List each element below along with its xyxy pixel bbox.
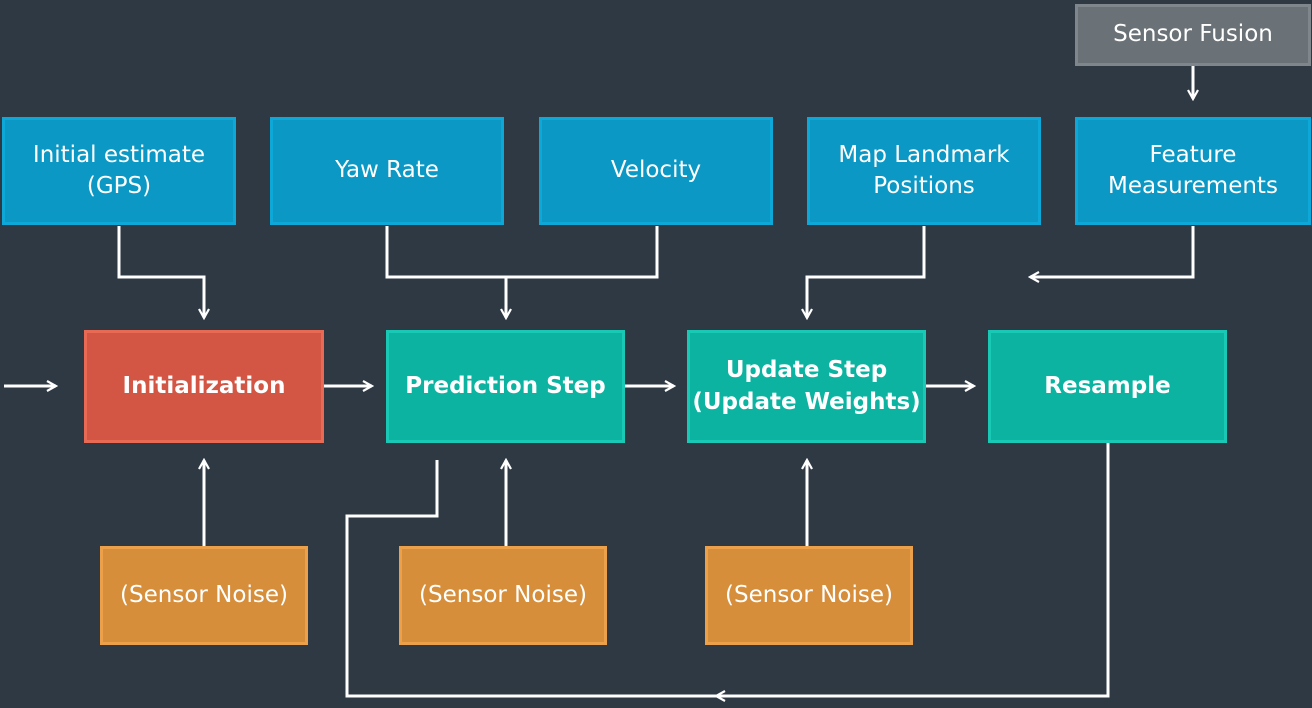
initial-estimate-box (2, 117, 236, 225)
map-landmarks-box (807, 117, 1041, 225)
update-step-box (687, 330, 926, 443)
landmarks-to-update-arrow (807, 226, 924, 318)
init-sensor-noise-box (100, 546, 308, 645)
yaw-rate-box (270, 117, 504, 225)
sensor-fusion-box (1075, 4, 1311, 66)
velocity-box (539, 117, 773, 225)
update-sensor-noise-box (705, 546, 913, 645)
initial-estimate-label: Initial estimate (GPS) (32, 141, 206, 199)
velocity-label: Velocity (610, 157, 702, 184)
feature-measurements-label: Feature Measurements (1108, 141, 1278, 199)
sensor-fusion-label: Sensor Fusion (1113, 21, 1273, 48)
yaw-rate-label: Yaw Rate (335, 157, 439, 184)
update-step-label: Update Step (Update Weights) (692, 357, 921, 415)
prediction-sensor-noise-box (399, 546, 607, 645)
update-sensor-noise-label: (Sensor Noise) (725, 581, 893, 608)
map-landmarks-label: Map Landmark Positions (838, 141, 1010, 199)
initialization-box (84, 330, 324, 443)
yaw-velocity-bracket (387, 226, 657, 277)
gps-to-init-arrow (119, 226, 204, 318)
resample-label: Resample (1044, 372, 1171, 399)
prediction-sensor-noise-label: (Sensor Noise) (419, 581, 587, 608)
init-sensor-noise-label: (Sensor Noise) (120, 581, 288, 608)
resample-box (988, 330, 1227, 443)
prediction-step-box (386, 330, 625, 443)
measurements-to-update-arrow (1030, 226, 1193, 277)
initialization-label: Initialization (122, 372, 286, 399)
feature-measurements-box (1075, 117, 1311, 225)
prediction-step-label: Prediction Step (405, 372, 606, 399)
